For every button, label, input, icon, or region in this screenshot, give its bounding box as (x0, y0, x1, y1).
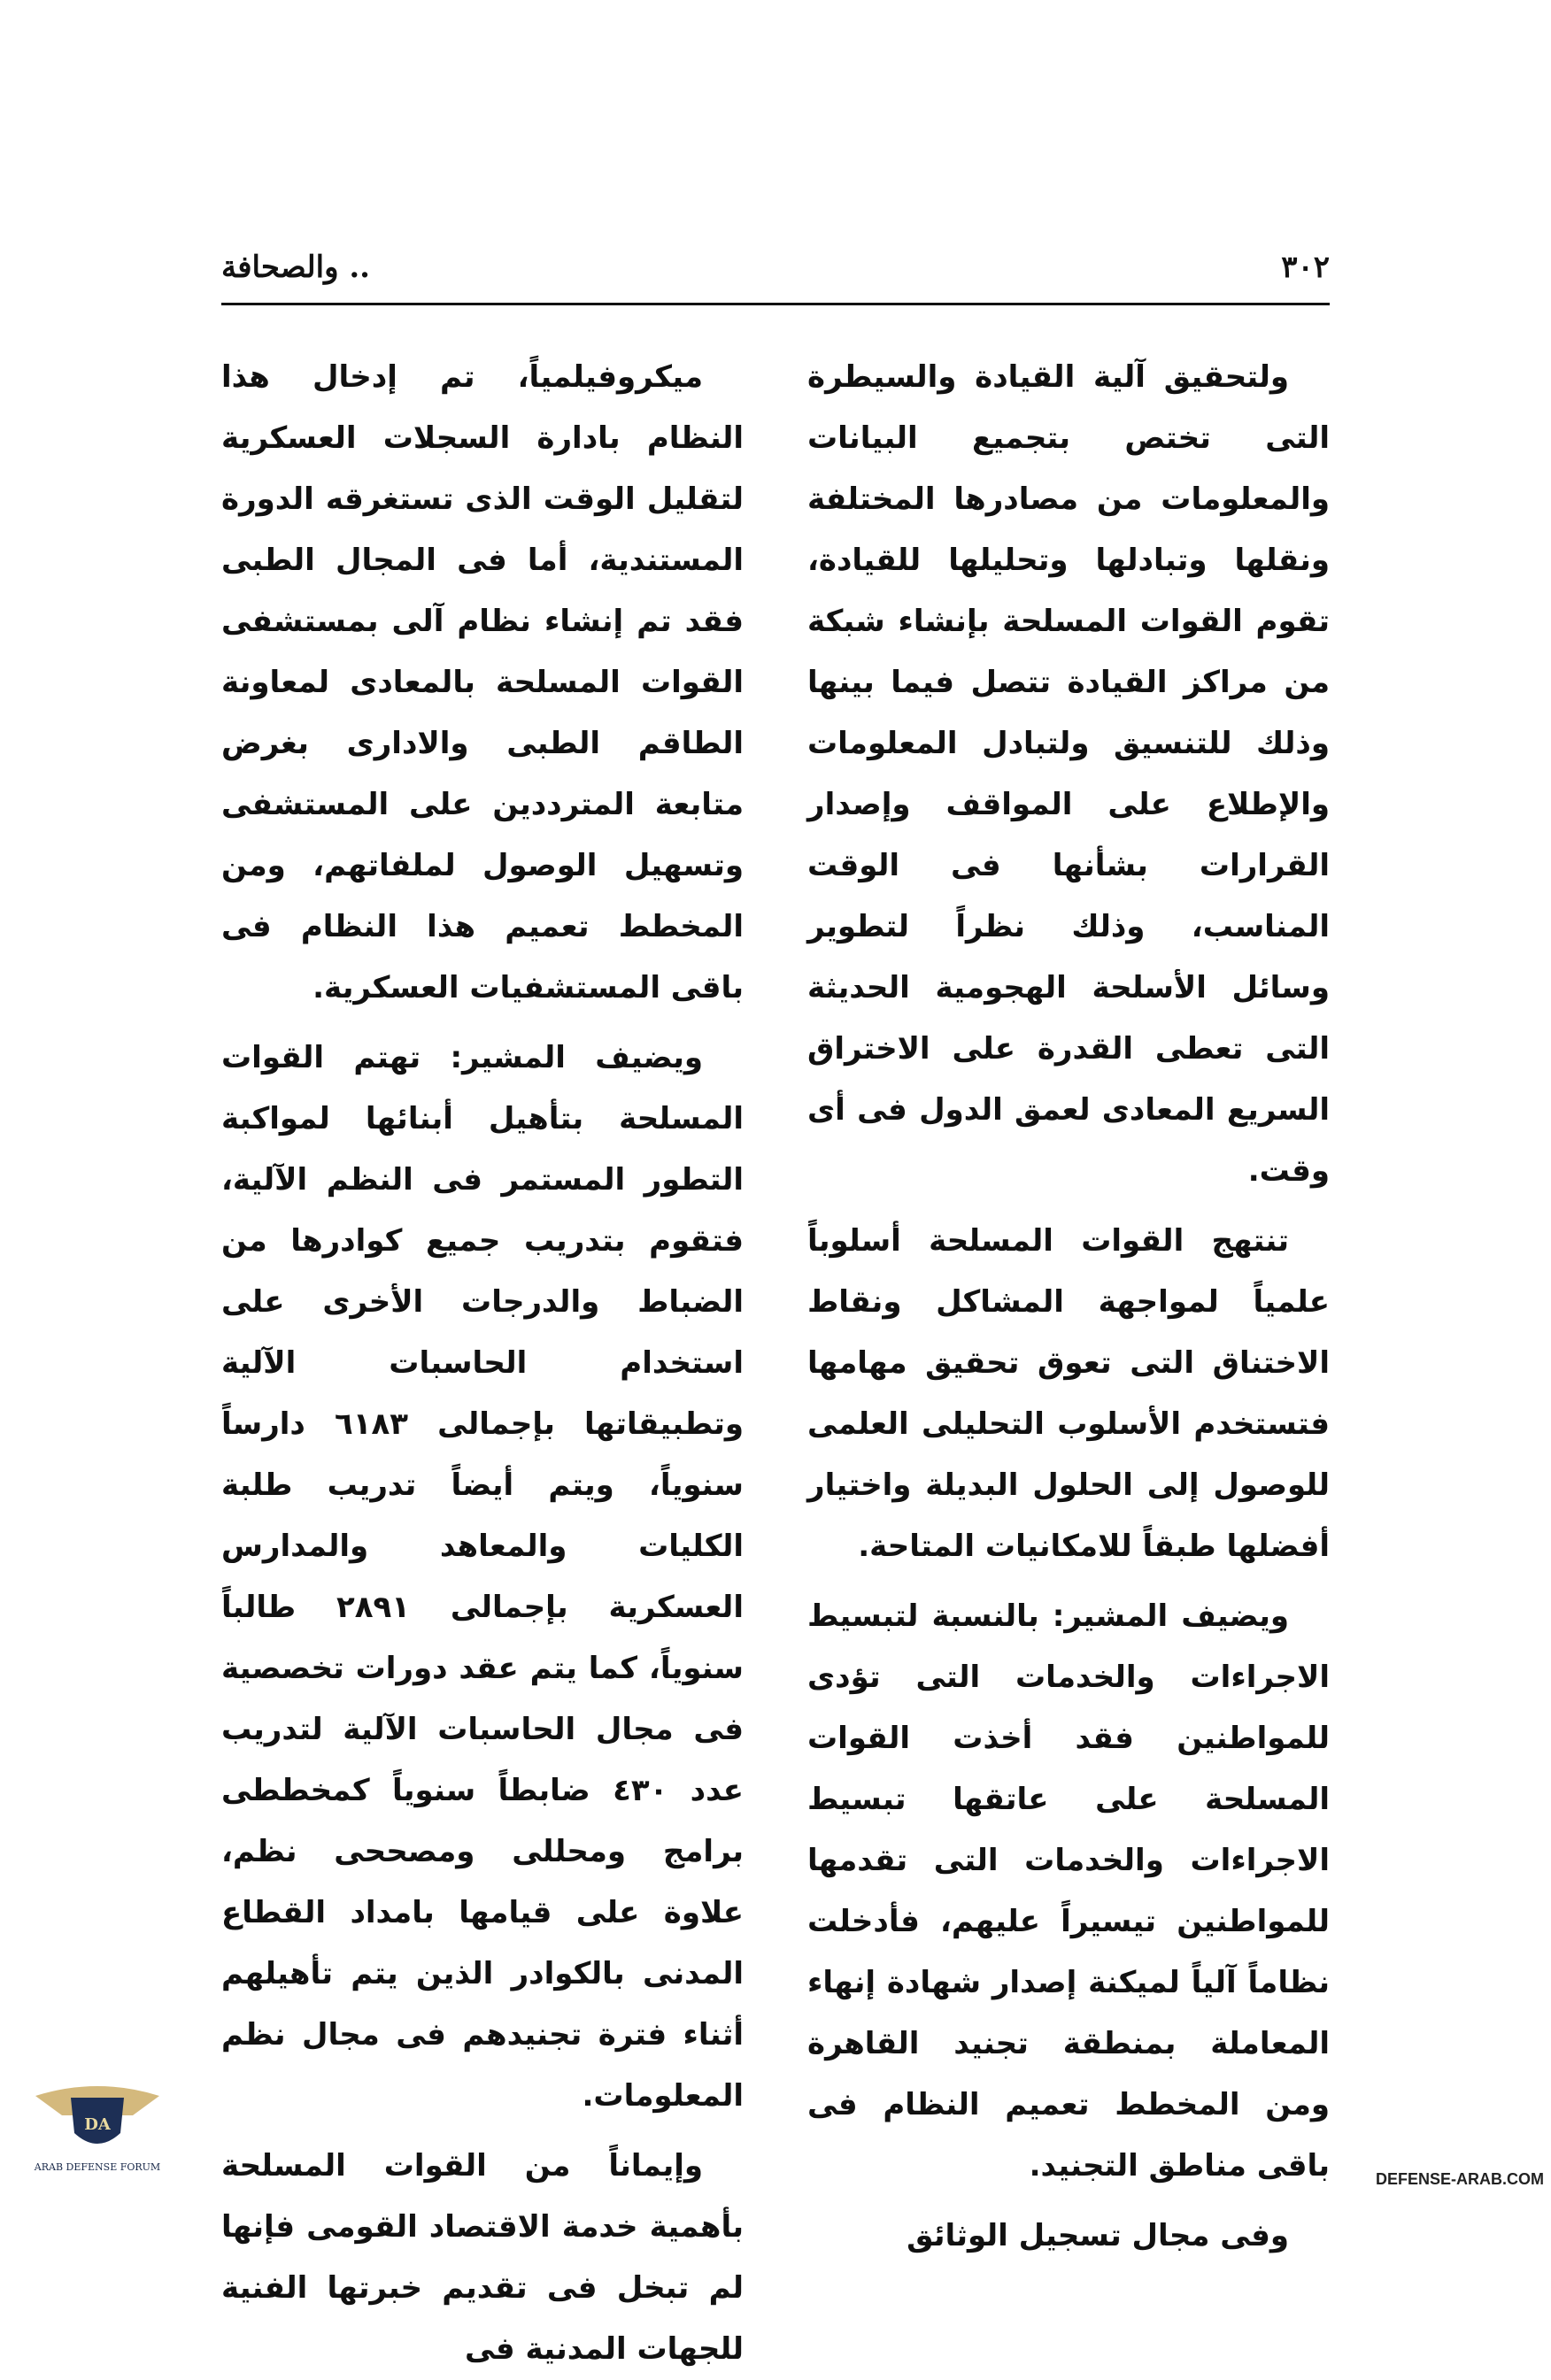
paragraph: ويضيف المشير: بالنسبة لتبسيط الاجراءات والخدمات التى تؤدى للمواطنين فقد أخذت القوات المسلحة على عاتقها تبسيط الاجراءات والخدمات التى تقدمها للمواطنين تيسيراً عليهم، فأدخلت نظاماً آلياً لميكنة إصدار شهادة إنهاء المعاملة بمنطقة تجنيد القاهرة ومن المخطط تعميم النظام فى باقى مناطق التجنيد. (807, 1598, 1330, 2184)
page-header (221, 250, 1330, 294)
logo-letters: DA (84, 2115, 111, 2134)
site-watermark[interactable]: DEFENSE-ARAB.COM (1375, 2170, 1544, 2188)
paragraph: ميكروفيلمياً، تم إدخال هذا النظام بادارة السجلات العسكرية لتقليل الوقت الذى تستغرقه الدورة المستندية، أما فى المجال الطبى فقد تم إنشاء نظام آلى بمستشفى القوات المسلحة بالمعادى لمعاونة الطاقم الطبى والادارى بغرض متابعة المترددين على المستشفى وتسهيل الوصول لملفاتهم، ومن المخطط تعميم هذا النظام فى باقى المستشفيات العسكرية. (221, 359, 744, 1005)
paragraph: ويضيف المشير: تهتم القوات المسلحة بتأهيل أبنائها لمواكبة التطور المستمر فى النظم الآلية، فتقوم بتدريب جميع كوادرها من الضباط والدرجات الأخرى على استخدام الحاسبات الآلية وتطبيقاتها بإجمالى ٦١٨٣ دارساً سنوياً، ويتم أيضاً تدريب طلبة الكليات والمعاهد والمدارس العسكرية بإجمالى ٢٨٩١ طالباً سنوياً، كما يتم عقد دورات تخصصية فى مجال الحاسبات الآلية لتدريب عدد ٤٣٠ ضابطاً سنوياً كمخططى برامج ومحللى ومصححى نظم، علاوة على قيامها بامداد القطاع المدنى بالكوادر الذين يتم تأهيلهم أثناء فترة تجنيدهم فى مجال نظم المعلومات. (221, 1040, 744, 2114)
forum-name: ARAB DEFENSE FORUM (34, 2161, 161, 2173)
shield-icon (18, 2080, 177, 2161)
left-column (221, 347, 744, 2367)
paragraph: ولتحقيق آلية القيادة والسيطرة التى تختص بتجميع البيانات والمعلومات من مصادرها المختلفة ونقلها وتبادلها وتحليلها للقيادة، تقوم القوات المسلحة بإنشاء شبكة من مراكز القيادة تتصل فيما بينها وذلك للتنسيق ولتبادل المعلومات والإطلاع على المواقف وإصدار القرارات بشأنها فى الوقت المناسب، وذلك نظراً لتطوير وسائل الأسلحة الهجومية الحديثة التى تعطى القدرة على الاختراق السريع المعادى لعمق الدول فى أى وقت. (807, 359, 1330, 1189)
running-title: .. والصحافة (221, 250, 371, 285)
header-divider (221, 303, 1330, 305)
right-column (807, 347, 1330, 2253)
paragraph: وإيماناً من القوات المسلحة بأهمية خدمة الاقتصاد القومى فإنها لم تبخل فى تقديم خبرتها الفنية للجهات المدنية فى (221, 2148, 744, 2367)
paragraph: وفى مجال تسجيل الوثائق (907, 2218, 1289, 2253)
page-number: ٣٠٢ (1281, 250, 1330, 285)
forum-logo (18, 2080, 177, 2186)
paragraph: تنتهج القوات المسلحة أسلوباً علمياً لمواجهة المشاكل ونقاط الاختناق التى تعوق تحقيق مهامها فتستخدم الأسلوب التحليلى العلمى للوصول إلى الحلول البديلة واختيار أفضلها طبقاً للامكانيات المتاحة. (807, 1223, 1330, 1564)
